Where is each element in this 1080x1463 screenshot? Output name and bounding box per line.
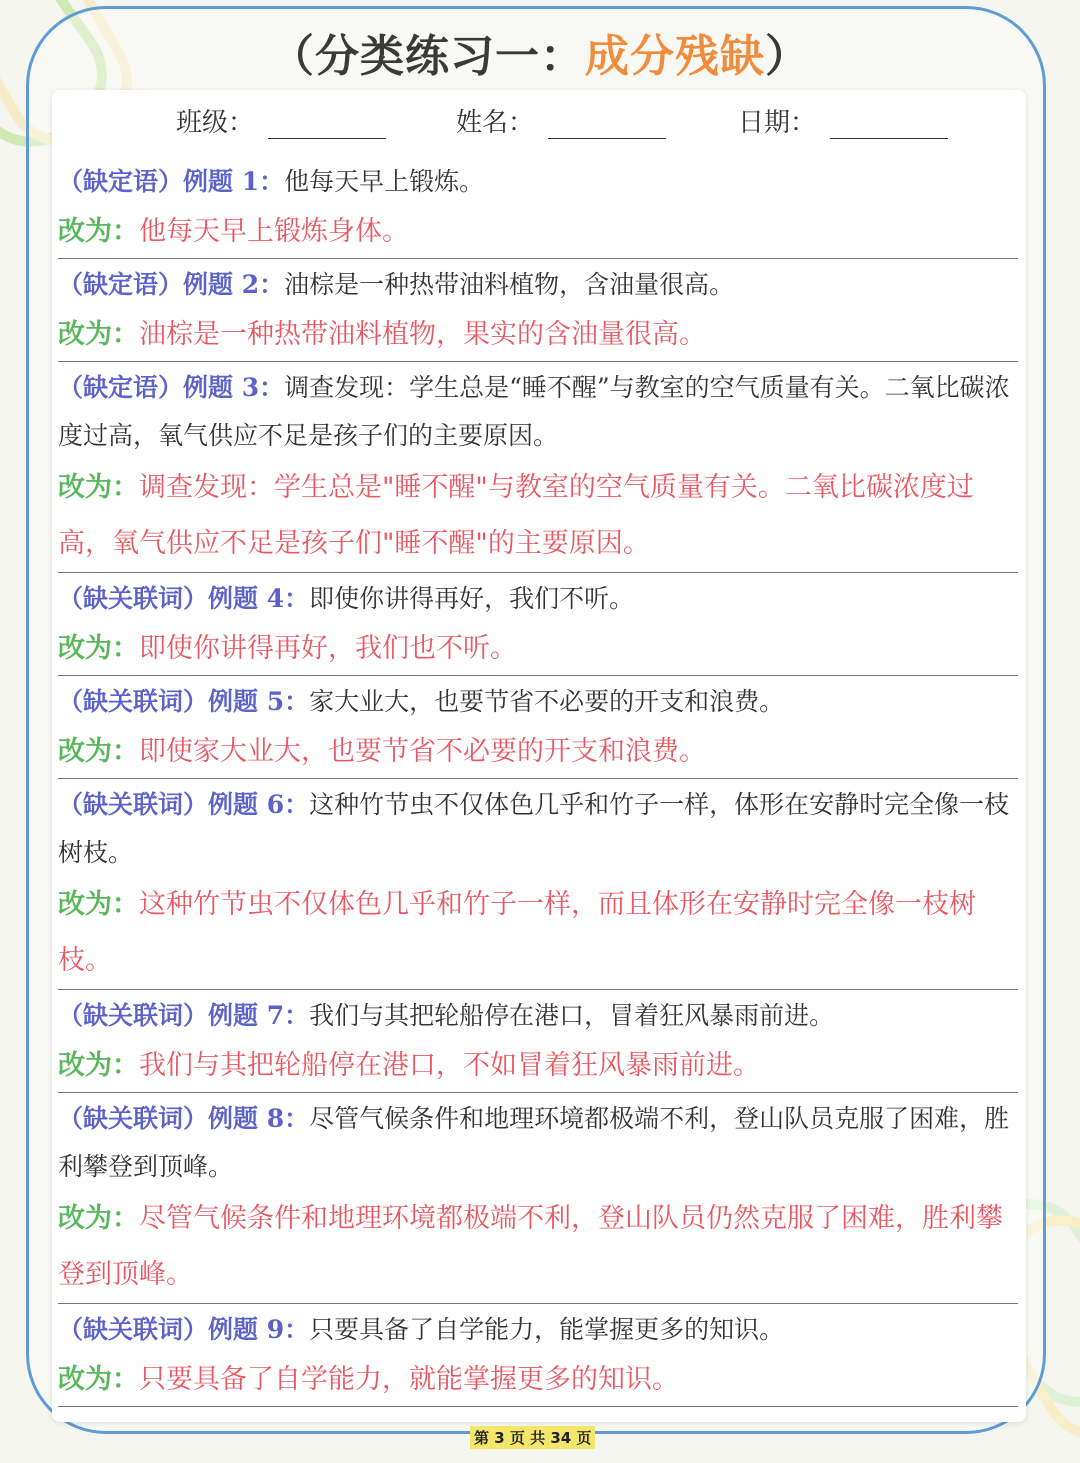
example-answer: 改为：调查发现：学生总是"睡不醒"与教室的空气质量有关。二氧比碳浓度过高，氧气供应不足是孩子们"睡不醒"的主要原因。 (58, 460, 1018, 573)
example-question: （缺定语）例题 2：油棕是一种热带油料植物，含油量很高。 (58, 270, 735, 299)
name-field: 姓名： (456, 102, 666, 139)
name-blank[interactable] (548, 108, 666, 139)
student-info (0, 102, 1080, 142)
example-answer: 改为：我们与其把轮船停在港口，不如冒着狂风暴雨前进。 (58, 1040, 1018, 1093)
example-answer: 改为：尽管气候条件和地理环境都极端不利，登山队员仍然克服了困难，胜利攀登到顶峰。 (58, 1191, 1018, 1304)
example-answer: 改为：只要具备了自学能力，就能掌握更多的知识。 (58, 1354, 1018, 1407)
example-question: （缺关联词）例题 9：只要具备了自学能力，能掌握更多的知识。 (58, 1315, 785, 1344)
example-question: （缺关联词）例题 6：这种竹节虫不仅体色几乎和竹子一样，体形在安静时完全像一枝树枝。 (58, 790, 1010, 867)
example-question: （缺关联词）例题 8：尽管气候条件和地理环境都极端不利，登山队员克服了困难，胜利攀登到顶峰。 (58, 1104, 1010, 1181)
class-field: 班级： (176, 102, 386, 139)
date-field: 日期： (738, 102, 948, 139)
example-question: （缺关联词）例题 4：即使你讲得再好，我们不听。 (58, 584, 635, 613)
example-answer: 改为：这种竹节虫不仅体色几乎和竹子一样，而且体形在安静时完全像一枝树枝。 (58, 877, 1018, 990)
page-title: （分类练习一：成分残缺） (270, 31, 810, 82)
example-answer: 改为：即使家大业大，也要节省不必要的开支和浪费。 (58, 726, 1018, 779)
example-question: （缺关联词）例题 7：我们与其把轮船停在港口，冒着狂风暴雨前进。 (58, 1001, 835, 1030)
example-question: （缺定语）例题 1：他每天早上锻炼。 (58, 167, 485, 196)
example-answer: 改为：油棕是一种热带油料植物，果实的含油量很高。 (58, 309, 1018, 362)
class-blank[interactable] (268, 108, 386, 139)
example-question: （缺关联词）例题 5：家大业大，也要节省不必要的开支和浪费。 (58, 687, 785, 716)
page-number: 第 3 页 共 34 页 (470, 1426, 595, 1449)
date-blank[interactable] (830, 108, 948, 139)
title-highlight: 成分残缺 (585, 31, 765, 82)
example-question: （缺定语）例题 3：调查发现：学生总是“睡不醒”与教室的空气质量有关。二氧比碳浓度过高，氧气供应不足是孩子们的主要原因。 (58, 373, 1010, 450)
example-answer: 改为：他每天早上锻炼身体。 (58, 206, 1018, 259)
examples-list (58, 158, 1018, 1409)
example-answer: 改为：即使你讲得再好，我们也不听。 (58, 623, 1018, 676)
